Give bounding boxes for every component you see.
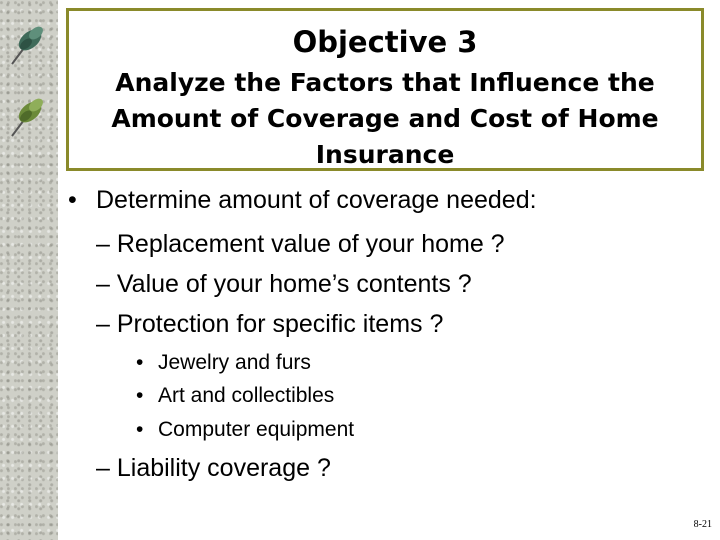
list-item bbox=[96, 229, 505, 259]
bullet-marker: • bbox=[136, 418, 144, 441]
dash-marker: – bbox=[96, 310, 110, 338]
dash-marker: – bbox=[96, 270, 110, 298]
dash-marker: – bbox=[96, 454, 110, 482]
list-item bbox=[96, 269, 472, 299]
list-item-text: Liability coverage ? bbox=[116, 454, 331, 482]
slide-number: 8-21 bbox=[693, 519, 712, 530]
bullet-marker: • bbox=[136, 384, 144, 407]
list-item-text: Value of your home’s contents ? bbox=[116, 270, 472, 298]
list-item-text: Protection for specific items ? bbox=[116, 310, 444, 338]
list-item-text: Replacement value of your home ? bbox=[116, 230, 505, 258]
list-item bbox=[136, 383, 334, 409]
textured-sidebar bbox=[0, 0, 58, 540]
list-item-text: Art and collectibles bbox=[158, 384, 335, 407]
pushpin-icon bbox=[4, 20, 48, 73]
list-item-text: Jewelry and furs bbox=[158, 351, 311, 374]
list-item bbox=[136, 417, 354, 443]
main-bullet-text: Determine amount of coverage needed: bbox=[96, 186, 537, 214]
list-item bbox=[96, 309, 443, 339]
slide-title-box bbox=[66, 8, 704, 171]
bullet-marker: • bbox=[68, 186, 77, 214]
dash-marker: – bbox=[96, 230, 110, 258]
slide-title: Objective 3 bbox=[292, 25, 478, 59]
main-bullet bbox=[68, 185, 537, 215]
list-item-text: Computer equipment bbox=[158, 418, 355, 441]
list-item bbox=[96, 453, 331, 483]
list-item bbox=[136, 350, 311, 376]
slide-subtitle: Analyze the Factors that Influence the Amount of Coverage and Cost of Home Insurance bbox=[111, 68, 659, 169]
bullet-marker: • bbox=[136, 351, 144, 374]
pushpin-icon bbox=[4, 92, 48, 145]
